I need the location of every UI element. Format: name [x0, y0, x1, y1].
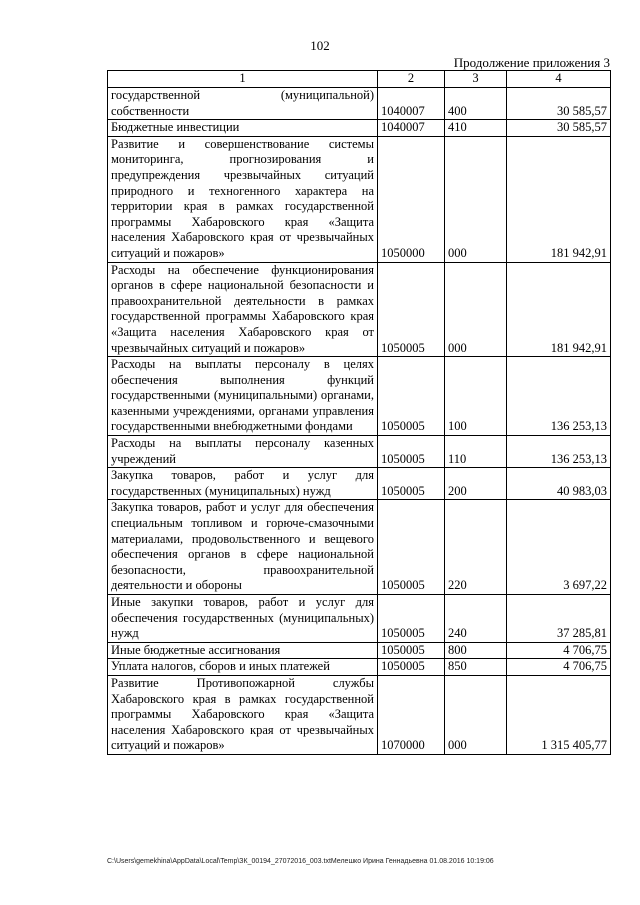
row-code-cell: 1050005 [378, 500, 445, 595]
row-kind-cell: 000 [445, 136, 507, 262]
row-amount-cell: 181 942,91 [507, 136, 611, 262]
row-amount-cell: 3 697,22 [507, 500, 611, 595]
row-name-cell: Развитие Противопожарной службы Хабаровского края в рамках государственной программы Хабаровского края «Защита населения Хабаровского края от чрезвычайных ситуаций и пожаров» [108, 675, 378, 754]
table-row [108, 468, 611, 500]
row-kind-cell: 240 [445, 595, 507, 643]
row-amount-cell: 136 253,13 [507, 436, 611, 468]
row-kind-cell: 850 [445, 659, 507, 676]
row-code-cell: 1050005 [378, 468, 445, 500]
row-amount-cell: 136 253,13 [507, 357, 611, 436]
budget-table [107, 70, 611, 755]
row-amount-cell: 181 942,91 [507, 262, 611, 357]
row-name-cell: Развитие и совершенствование системы мониторинга, прогнозирования и предупреждения чрезвычайных ситуаций природного и техногенного характера на территории края в рамках государственной программы Хабаровского края «Защита населения Хабаровского края от чрезвычайных ситуаций и пожаров» [108, 136, 378, 262]
row-kind-cell: 110 [445, 436, 507, 468]
column-header-3: 3 [445, 71, 507, 88]
row-amount-cell: 4 706,75 [507, 642, 611, 659]
row-kind-cell: 800 [445, 642, 507, 659]
row-kind-cell: 000 [445, 262, 507, 357]
row-name-cell: Расходы на обеспечение функционирования органов в сфере национальной безопасности и правоохранительной деятельности в рамках государственной программы Хабаровского края «Защита населения Хабаровского края от чрезвычайных ситуаций и пожаров» [108, 262, 378, 357]
column-header-4: 4 [507, 71, 611, 88]
row-name-cell: Бюджетные инвестиции [108, 120, 378, 137]
table-row [108, 595, 611, 643]
row-kind-cell: 200 [445, 468, 507, 500]
table-row [108, 436, 611, 468]
table-row [108, 120, 611, 137]
table-header-row [108, 71, 611, 88]
page-number: 102 [310, 38, 330, 53]
row-code-cell: 1050005 [378, 357, 445, 436]
row-name-cell: Иные бюджетные ассигнования [108, 642, 378, 659]
row-kind-cell: 400 [445, 88, 507, 120]
row-code-cell: 1050005 [378, 262, 445, 357]
row-code-cell: 1040007 [378, 120, 445, 137]
row-amount-cell: 4 706,75 [507, 659, 611, 676]
row-code-cell: 1050005 [378, 659, 445, 676]
row-amount-cell: 30 585,57 [507, 120, 611, 137]
row-code-cell: 1050005 [378, 436, 445, 468]
column-header-2: 2 [378, 71, 445, 88]
column-header-1: 1 [108, 71, 378, 88]
table-row [108, 136, 611, 262]
row-name-cell: государственной (муниципальной) собственности [108, 88, 378, 120]
row-kind-cell: 410 [445, 120, 507, 137]
table-row [108, 88, 611, 120]
row-name-cell: Уплата налогов, сборов и иных платежей [108, 659, 378, 676]
row-code-cell: 1050005 [378, 642, 445, 659]
row-amount-cell: 1 315 405,77 [507, 675, 611, 754]
table-row [108, 262, 611, 357]
table-row [108, 675, 611, 754]
row-kind-cell: 100 [445, 357, 507, 436]
table-row [108, 357, 611, 436]
row-code-cell: 1040007 [378, 88, 445, 120]
row-code-cell: 1070000 [378, 675, 445, 754]
table-row [108, 642, 611, 659]
table-row [108, 500, 611, 595]
row-code-cell: 1050005 [378, 595, 445, 643]
row-amount-cell: 40 983,03 [507, 468, 611, 500]
continuation-note: Продолжение приложения 3 [453, 55, 610, 70]
row-name-cell: Закупка товаров, работ и услуг для государственных (муниципальных) нужд [108, 468, 378, 500]
row-kind-cell: 000 [445, 675, 507, 754]
row-name-cell: Закупка товаров, работ и услуг для обеспечения специальным топливом и горюче-смазочными материалами, продовольственного и вещевого обеспечения органов в сфере национальной безопасности, правоохранительной деятельности и обороны [108, 500, 378, 595]
row-name-cell: Иные закупки товаров, работ и услуг для обеспечения государственных (муниципальных) нужд [108, 595, 378, 643]
row-kind-cell: 220 [445, 500, 507, 595]
row-name-cell: Расходы на выплаты персоналу казенных учреждений [108, 436, 378, 468]
table-row [108, 659, 611, 676]
row-amount-cell: 30 585,57 [507, 88, 611, 120]
row-name-cell: Расходы на выплаты персоналу в целях обеспечения выполнения функций государственными (муниципальными) органами, казенными учреждениями, органами управления государственными внебюджетными фондами [108, 357, 378, 436]
row-code-cell: 1050000 [378, 136, 445, 262]
footer-file-path: C:\Users\gemekhina\AppData\Local\Temp\ЗК_00194_27072016_003.txtМелешко Ирина Геннадьевна 01.08.2016 10:19:06 [107, 858, 494, 865]
row-amount-cell: 37 285,81 [507, 595, 611, 643]
